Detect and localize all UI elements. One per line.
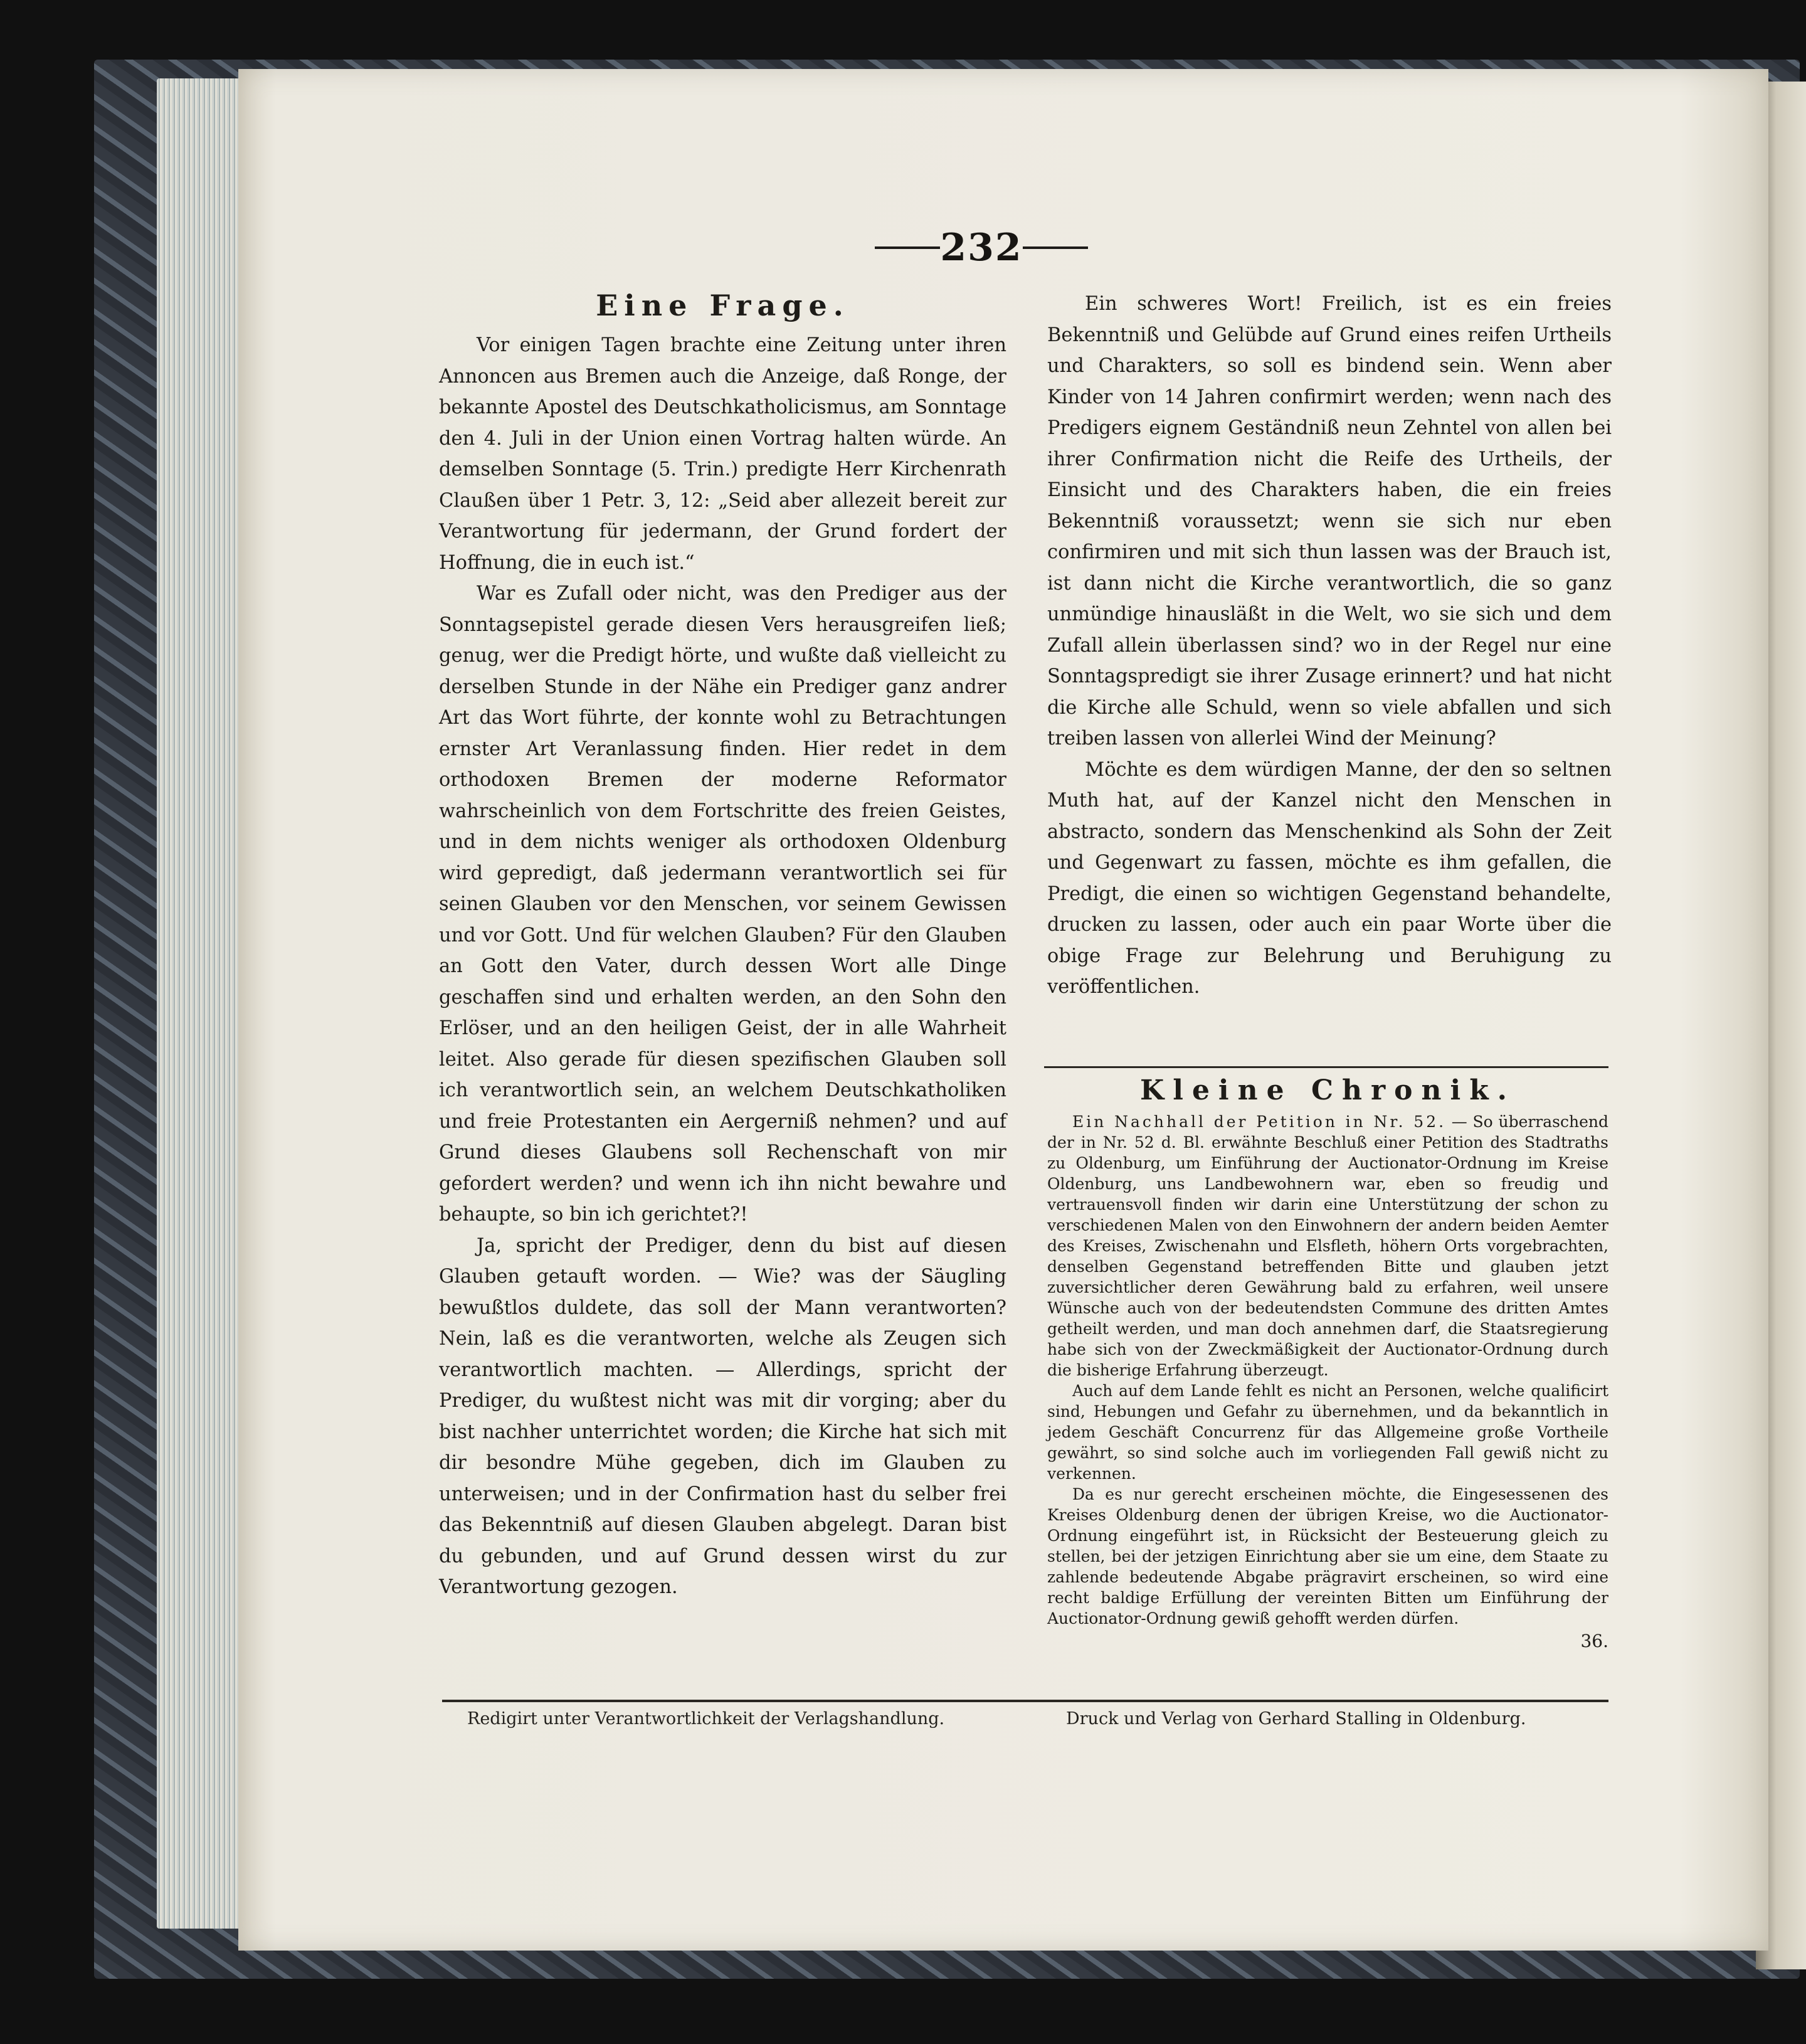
footer-rule [442,1700,1608,1702]
article-column-left [439,289,1006,1603]
footer-editor-note: Redigirt unter Verantwortlichkeit der Verlagshandlung. [467,1709,945,1729]
page-number-dash-left [875,246,940,249]
chronik-paragraph [1047,1111,1608,1380]
article-paragraph: Ein schweres Wort! Freilich, ist es ein freies Bekenntniß und Gelübde auf Grund eines reifen Urtheils und Charakters, so soll es bindend sein. Wenn aber Kinder von 14 Jahren confirmirt werden; wenn nach des Predigers eignem Geständniß neun Zehntel von allen bei ihrer Confirmation nicht die Reife des Urtheils, der Einsicht und des Charakters haben, die ein freies Bekenntniß voraussetzt; wenn sie sich nur eben confirmiren und mit sich thun lassen was der Brauch ist, ist dann nicht die Kirche verantwortlich, die so ganz unmündige hinausläßt in die Welt, wo sie sich und dem Zufall allein überlassen sind? wo in der Regel nur eine Sonntagspredigt sie ihrer Zusage erinnert? und hat nicht die Kirche alle Schuld, wenn so viele abfallen und sich treiben lassen von allerlei Wind der Meinung? [1047,293,1612,749]
article-paragraph: Möchte es dem würdigen Manne, der den so seltnen Muth hat, auf der Kanzel nicht den Menschen in abstracto, sondern das Menschenkind als Sohn der Zeit und Gegenwart zu fassen, möchte es ihm gefallen, die Predigt, die einen so wichtigen Gegenstand behandelte, drucken zu lassen, oder auch ein paar Worte über die obige Frage zur Belehrung und Beruhigung zu veröffentlichen. [1047,758,1612,998]
chronik-paragraph: Da es nur gerecht erscheinen möchte, die Eingesessenen des Kreises Oldenburg denen der übrigen Kreise, wo die Auctionator-Ordnung eingeführt ist, in Rücksicht der Besteuerung gleich zu stellen, bei der jetzigen Einrichtung aber sie um eine, dem Staate zu zahlende bedeutende Abgabe prägravirt erscheinen, so wird eine recht baldige Erfüllung der vereinten Bitten um Einführung der Auctionator-Ordnung gewiß gehofft werden dürfen. [1047,1485,1608,1628]
chronik-heading: Kleine Chronik. [1139,1074,1516,1106]
page-number-dash-right [1023,246,1088,249]
page-number-text: 232 [940,226,1023,270]
article-column-right [1047,289,1612,1003]
page-number [875,220,1088,276]
article-paragraph: Ja, spricht der Prediger, denn du bist auf diesen Glauben getauft worden. — Wie? was der Säugling bewußtlos duldete, das soll der Mann verantworten? Nein, laß es die verantworten, welche als Zeugen sich verantwortlich machten. — Allerdings, spricht der Prediger, du wußtest nicht was mit dir vorging; aber du bist nachher unterrichtet worden; die Kirche hat sich mit dir besondre Mühe gegeben, dich im Glauben zu unterweisen; und in der Confirmation hast du selber frei das Bekenntniß auf diesen Glauben abgelegt. Daran bist du gebunden, und auf Grund dessen wirst du zur Verantwortung gezogen. [439,1234,1006,1598]
chronik-text: — So überraschend der in Nr. 52 d. Bl. erwähnte Beschluß einer Petition des Stadtraths zu Oldenburg, um Einführung der Auctionator-Ordnung im Kreise Oldenburg, uns Landbewohnern war, eben so freudig und vertrauensvoll finden wir darin eine Unterstützung der schon zu verschiedenen Malen von den Einwohnern der andern beiden Aemter des Kreises, Zwischenahn und Elsfleth, höhern Orts vorgebrachten, denselben Gegenstand betreffenden Bitte und glauben jetzt zuversichtlicher deren Gewährung bald zu erfahren, weil unsere Wünsche auch von der bedeutendsten Commune des dritten Amtes getheilt werden, und man doch annehmen darf, die Staatsregierung habe sich von der Zweckmäßigkeit der Auctionator-Ordnung durch die bisherige Erfahrung überzeugt. [1047,1113,1608,1379]
chronik-section [1047,1069,1608,1651]
chronik-paragraph: Auch auf dem Lande fehlt es nicht an Personen, welche qualificirt sind, Hebungen und Gefahr zu übernehmen, und da bekanntlich in jedem Geschäft Concurrenz für das Allgemeine große Vortheile gewährt, so sind solche auch im vorliegenden Fall gewiß nicht zu verkennen. [1047,1382,1608,1483]
footer-publisher-note: Druck und Verlag von Gerhard Stalling in Oldenburg. [1066,1709,1526,1729]
article-heading: Eine Frage. [596,289,850,322]
article-paragraph: War es Zufall oder nicht, was den Prediger aus der Sonntagsepistel gerade diesen Vers herausgreifen ließ; genug, wer die Predigt hörte, und wußte daß vielleicht zu derselben Stunde in der Nähe ein Prediger ganz andrer Art das Wort führte, der konnte wohl zu Betrachtungen ernster Art Veranlassung finden. Hier redet in dem orthodoxen Bremen der moderne Reformator wahrscheinlich von dem Fortschritte des freien Geistes, und in dem nichts weniger als orthodoxen Oldenburg wird gepredigt, daß jedermann verantwortlich sei für seinen Glauben vor den Menschen, vor seinem Gewissen und vor Gott. Und für welchen Glauben? Für den Glauben an Gott den Vater, durch dessen Wort alle Dinge geschaffen sind und erhalten werden, an den Sohn den Erlöser, und an den heiligen Geist, der in alle Wahrheit leitet. Also gerade für diesen spezifischen Glauben soll ich verantwortlich sein, an welchem Deutschkatholiken und freie Protestanten ein Aergerniß nehmen? und auf Grund dieses Glaubens soll Rechenschaft von mir gefordert werden? und wenn ich ihn nicht bewahre und behaupte, so bin ich gerichtet?! [439,583,1006,1226]
issue-number: 36. [1580,1631,1608,1651]
article-paragraph: Vor einigen Tagen brachte eine Zeitung unter ihren Annoncen aus Bremen auch die Anzeige, daß Ronge, der bekannte Apostel des Deutschkatholicismus, am Sonntage den 4. Juli in der Union einen Vortrag halten würde. An demselben Sonntage (5. Trin.) predigte Herr Kirchenrath Claußen über 1 Petr. 3, 12: „Seid aber allezeit bereit zur Verantwortung für jedermann, der Grund fordert der Hoffnung, die in euch ist.“ [439,334,1006,574]
chronik-lead: Ein Nachhall der Petition in Nr. 52. [1072,1113,1447,1131]
section-divider [1044,1066,1608,1068]
